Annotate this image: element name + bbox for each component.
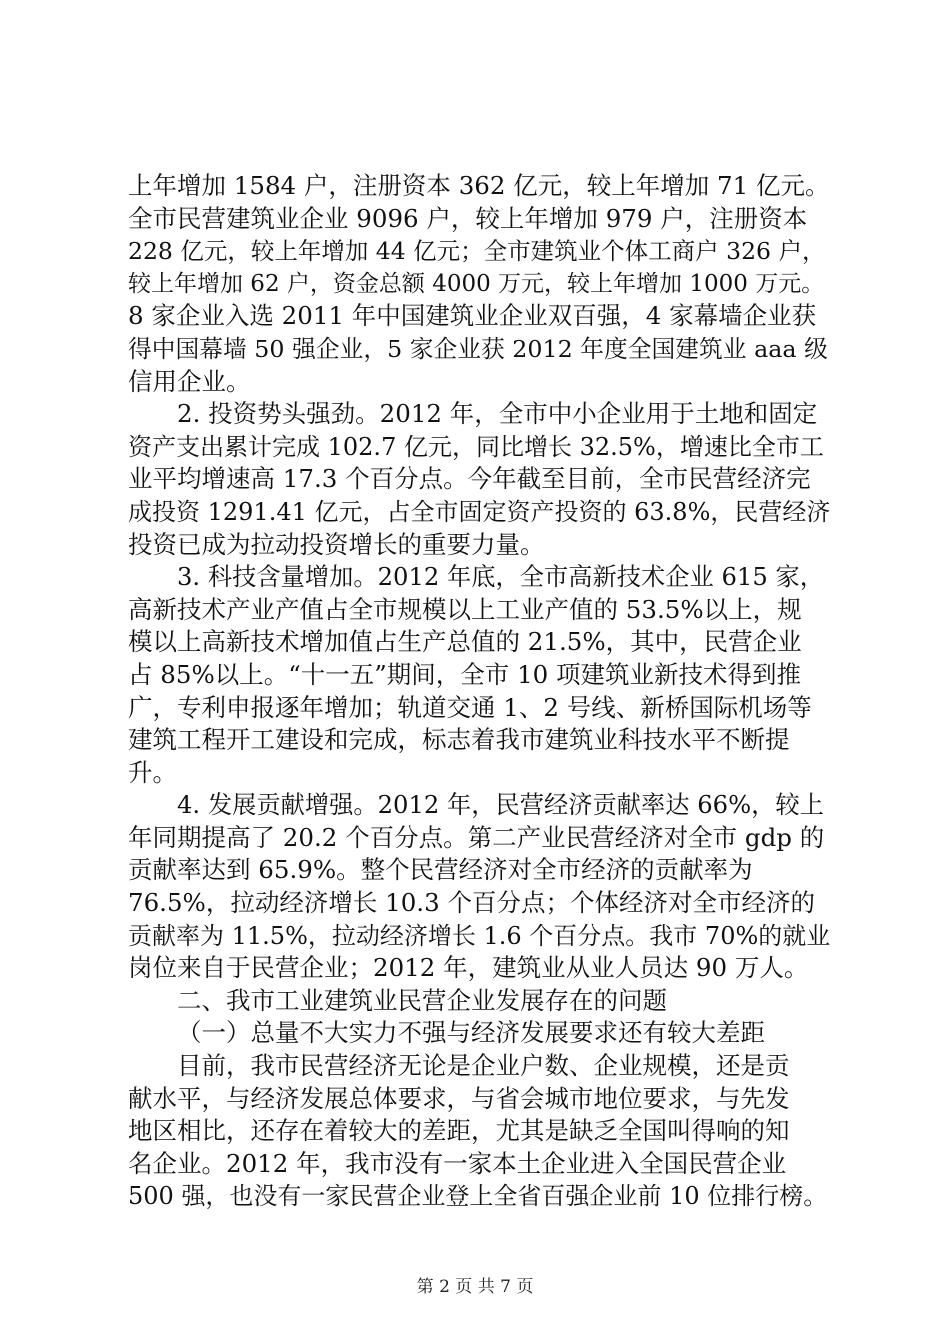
text-line: 二、我市工业建筑业民营企业发展存在的问题 xyxy=(177,985,667,1015)
text-line: 业平均增速高 17.3 个百分点。今年截至目前，全市民营经济完 xyxy=(128,464,811,494)
text-line: 资产支出累计完成 102.7 亿元，同比增长 32.5%，增速比全市工 xyxy=(128,432,824,461)
text-line: 建筑工程开工建设和完成，标志着我市建筑业科技水平不断提 xyxy=(128,725,790,755)
text-line: 献水平，与经济发展总体要求，与省会城市地位要求，与先发 xyxy=(128,1083,790,1113)
text-line: 高新技术产业产值占全市规模以上工业产值的 53.5%以上，规 xyxy=(128,594,802,624)
text-line: 年同期提高了 20.2 个百分点。第二产业民营经济对全市 gdp 的 xyxy=(128,822,825,852)
text-line: 成投资 1291.41 亿元，占全市固定资产投资的 63.8%，民营经济 xyxy=(128,497,831,526)
text-line: 76.5%，拉动经济增长 10.3 个百分点；个体经济对全市经济的 xyxy=(128,888,815,918)
text-line: 4. 发展贡献增强。2012 年，民营经济贡献率达 66%，较上 xyxy=(177,790,824,820)
text-line: 500 强，也没有一家民营企业登上全省百强企业前 10 位排行榜。 xyxy=(128,1182,828,1211)
text-line: 信用企业。 xyxy=(128,366,251,396)
text-line: 8 家企业入选 2011 年中国建筑业企业双百强，4 家幕墙企业获 xyxy=(128,301,817,331)
text-line: 升。 xyxy=(128,757,177,787)
text-line: 模以上高新技术增加值占生产总值的 21.5%，其中，民营企业 xyxy=(128,627,802,657)
text-line: 228 亿元，较上年增加 44 亿元；全市建筑业个体工商户 326 户， xyxy=(128,237,826,266)
text-line: 占 85%以上。“十一五”期间，全市 10 项建筑业新技术得到推 xyxy=(128,659,802,689)
text-line: 2. 投资势头强劲。2012 年，全市中小企业用于土地和固定 xyxy=(177,399,818,429)
text-line: 贡献率为 11.5%，拉动经济增长 1.6 个百分点。我市 70%的就业 xyxy=(128,921,831,950)
text-line: 地区相比，还存在着较大的差距，尤其是缺乏全国叫得响的知 xyxy=(128,1116,790,1146)
text-line: 投资已成为拉动投资增长的重要力量。 xyxy=(128,529,545,559)
text-line: 全市民营建筑业企业 9096 户，较上年增加 979 户，注册资本 xyxy=(128,203,808,233)
text-line: 较上年增加 62 户，资金总额 4000 万元，较上年增加 1000 万元。 xyxy=(128,270,825,297)
document-body xyxy=(128,170,830,1213)
text-line: 贡献率达到 65.9%。整个民营经济对全市经济的贡献率为 xyxy=(128,855,753,885)
text-line: 目前，我市民营经济无论是企业户数、企业规模，还是贡 xyxy=(177,1051,790,1081)
text-line: 名企业。2012 年，我市没有一家本土企业进入全国民营企业 xyxy=(128,1148,787,1178)
text-line: 3. 科技含量增加。2012 年底，全市高新技术企业 615 家， xyxy=(177,562,824,592)
text-line: 岗位来自于民营企业；2012 年，建筑业从业人员达 90 万人。 xyxy=(128,953,809,983)
text-line: 广，专利申报逐年增加；轨道交通 1、2 号线、新桥国际机场等 xyxy=(128,692,812,722)
text-line: 得中国幕墙 50 强企业，5 家企业获 2012 年度全国建筑业 aaa 级 xyxy=(128,334,828,363)
text-line: 上年增加 1584 户，注册资本 362 亿元，较上年增加 71 亿元。 xyxy=(128,171,830,200)
text-line: （一）总量不大实力不强与经济发展要求还有较大差距 xyxy=(177,1018,765,1048)
page-footer: 第 2 页 共 7 页 xyxy=(416,1277,534,1297)
